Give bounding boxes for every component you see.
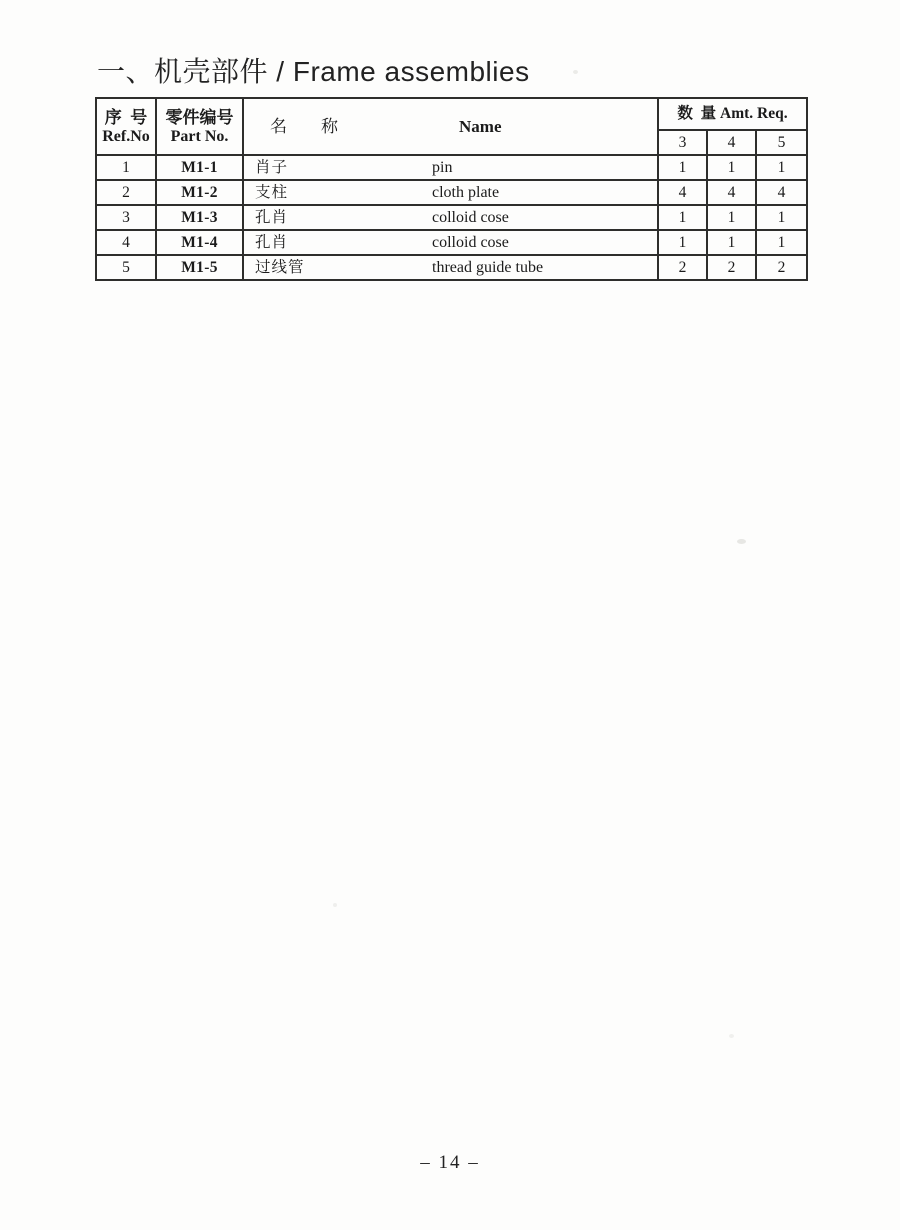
cell-part-no: M1-2 [156, 180, 243, 205]
cell-name-en: colloid cose [432, 233, 509, 251]
header-ref-no-zh: 序 号 [104, 107, 148, 127]
scan-artifact [573, 70, 578, 74]
cell-qty-4: 1 [707, 205, 756, 230]
cell-name [243, 180, 658, 205]
page-number: – 14 – [420, 1152, 480, 1173]
cell-qty-5: 2 [756, 255, 807, 280]
header-part-no [156, 98, 243, 155]
header-qty: 数 量 Amt. Req. [658, 98, 807, 130]
scan-artifact [737, 539, 746, 544]
cell-name-en: pin [432, 158, 453, 176]
cell-name-en: thread guide tube [432, 258, 544, 276]
cell-qty-3: 1 [658, 230, 707, 255]
header-part-no-zh: 零件编号 [165, 107, 234, 127]
scan-artifact [729, 1034, 734, 1038]
cell-qty-4: 2 [707, 255, 756, 280]
table-row [96, 155, 807, 180]
cell-qty-3: 2 [658, 255, 707, 280]
cell-qty-3: 1 [658, 205, 707, 230]
header-name-zh: 名 称 [270, 117, 338, 136]
cell-qty-3: 4 [658, 180, 707, 205]
cell-qty-5: 1 [756, 155, 807, 180]
header-name-en: Name [459, 117, 502, 136]
scan-artifact [333, 903, 337, 907]
cell-name-zh: 孔肖 [255, 233, 289, 251]
table-header [96, 98, 807, 155]
table-row [96, 180, 807, 205]
cell-name [243, 255, 658, 280]
cell-name-zh: 孔肖 [255, 208, 289, 226]
cell-name-en: colloid cose [432, 208, 509, 226]
cell-qty-3: 1 [658, 155, 707, 180]
cell-name [243, 205, 658, 230]
header-name [243, 98, 658, 155]
header-ref-no-en: Ref.No [102, 127, 150, 145]
header-part-no-en: Part No. [170, 127, 229, 145]
page-title: 一、机壳部件 / Frame assemblies [97, 56, 530, 87]
table-row [96, 255, 807, 280]
cell-ref-no: 3 [96, 205, 156, 230]
cell-qty-4: 4 [707, 180, 756, 205]
cell-name-zh: 肖子 [255, 158, 289, 176]
cell-part-no: M1-1 [156, 155, 243, 180]
table-row [96, 205, 807, 230]
cell-name [243, 230, 658, 255]
cell-part-no: M1-5 [156, 255, 243, 280]
header-ref-no [96, 98, 156, 155]
header-qty-col-5: 5 [756, 130, 807, 155]
cell-name-zh: 过线管 [255, 258, 305, 276]
cell-name-zh: 支柱 [255, 183, 289, 201]
cell-qty-5: 1 [756, 205, 807, 230]
cell-ref-no: 4 [96, 230, 156, 255]
cell-part-no: M1-4 [156, 230, 243, 255]
cell-ref-no: 5 [96, 255, 156, 280]
cell-qty-4: 1 [707, 230, 756, 255]
header-qty-col-4: 4 [707, 130, 756, 155]
cell-name-en: cloth plate [432, 183, 500, 201]
cell-part-no: M1-3 [156, 205, 243, 230]
table-row [96, 230, 807, 255]
parts-table [95, 97, 808, 281]
cell-ref-no: 1 [96, 155, 156, 180]
header-qty-col-3: 3 [658, 130, 707, 155]
cell-qty-5: 1 [756, 230, 807, 255]
cell-name [243, 155, 658, 180]
cell-ref-no: 2 [96, 180, 156, 205]
cell-qty-5: 4 [756, 180, 807, 205]
cell-qty-4: 1 [707, 155, 756, 180]
